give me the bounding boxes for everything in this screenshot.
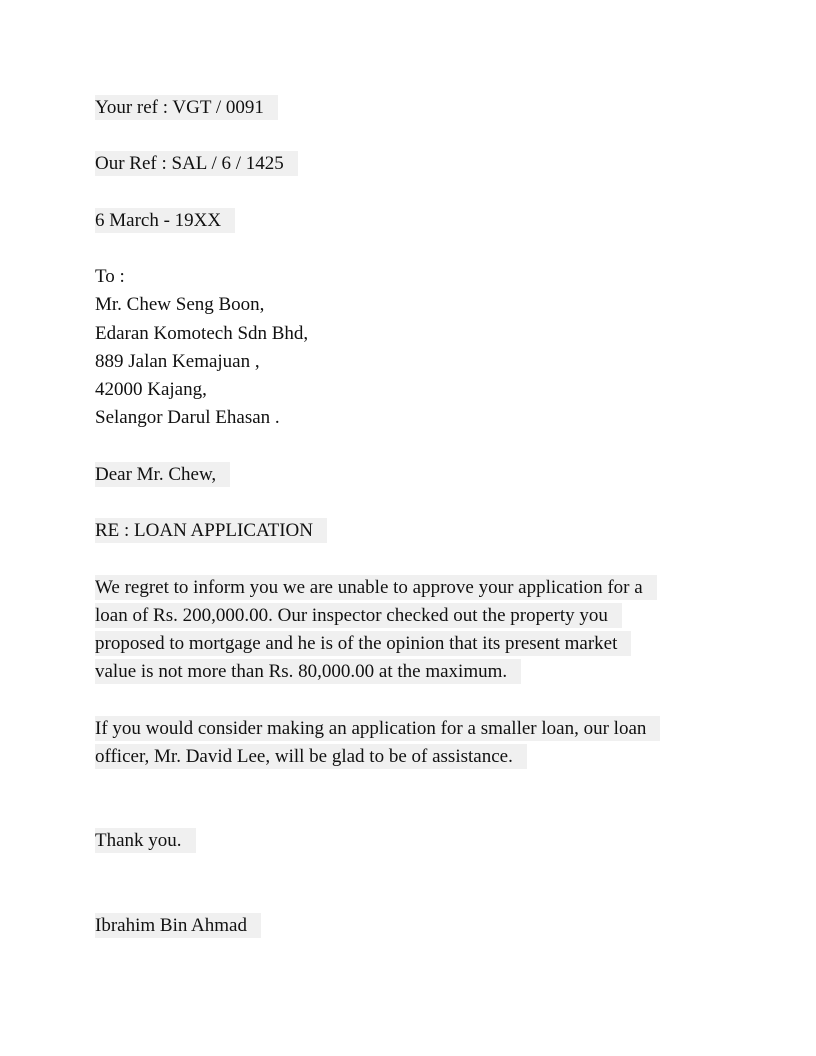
body-paragraph-1-line: proposed to mortgage and he is of the opinion that its present market <box>95 631 631 656</box>
address-line: Mr. Chew Seng Boon, <box>95 294 265 315</box>
address-line: Edaran Komotech Sdn Bhd, <box>95 323 309 344</box>
our-ref: Our Ref : SAL / 6 / 1425 <box>95 151 298 176</box>
body-paragraph-2-line: officer, Mr. David Lee, will be glad to be of assistance. <box>95 744 527 769</box>
to-label: To : <box>95 266 125 287</box>
subject-line: RE : LOAN APPLICATION <box>95 518 327 543</box>
salutation: Dear Mr. Chew, <box>95 462 230 487</box>
your-ref: Your ref : VGT / 0091 <box>95 95 278 120</box>
address-line: 889 Jalan Kemajuan , <box>95 351 260 372</box>
signature: Ibrahim Bin Ahmad <box>95 913 261 938</box>
body-paragraph-1-line: We regret to inform you we are unable to approve your application for a <box>95 575 657 600</box>
address-line: 42000 Kajang, <box>95 379 207 400</box>
body-paragraph-1-line: loan of Rs. 200,000.00. Our inspector checked out the property you <box>95 603 622 628</box>
body-paragraph-1-line: value is not more than Rs. 80,000.00 at the maximum. <box>95 659 521 684</box>
closing: Thank you. <box>95 828 196 853</box>
address-line: Selangor Darul Ehasan . <box>95 407 280 428</box>
letter-date: 6 March - 19XX <box>95 208 235 233</box>
body-paragraph-2-line: If you would consider making an application for a smaller loan, our loan <box>95 716 660 741</box>
